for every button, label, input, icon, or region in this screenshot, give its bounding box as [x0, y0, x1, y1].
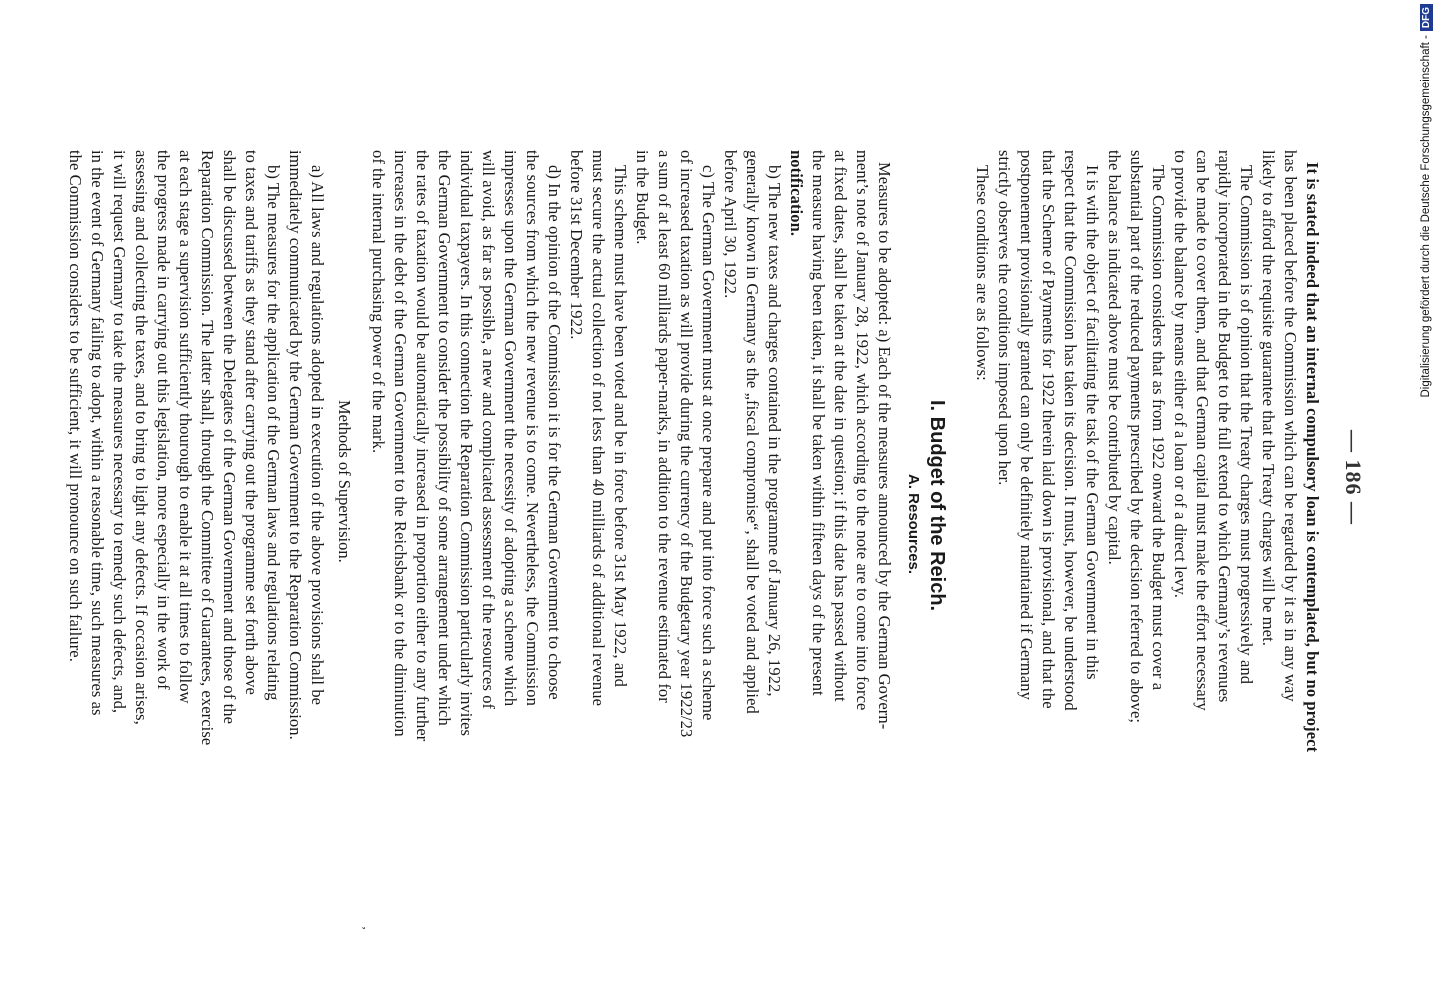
text-line: generally known in Germany as the „fiscal compromise“, shall be voted and applied [743, 150, 762, 714]
text-line: strictly observes the conditions imposed upon her. [995, 150, 1014, 486]
text-line: to provide the balance by means either of a loan or of a direct levy. [1171, 150, 1190, 598]
text-line: shall be discussed between the Delegates of the German Government and those of the [220, 150, 239, 725]
text-line: notification. [787, 150, 806, 237]
text-line: before 31st December 1922. [567, 150, 586, 340]
text-line: at each stage a supervision sufficiently thourough to enable it at all times to follow [176, 150, 195, 704]
text-line: the German Government to consider the possibility of some arrangement under which [435, 150, 454, 726]
text-line: It is stated indeed that an internal compulsory loan is contemplated, but no project [1303, 162, 1322, 753]
text-line: respect that the Commission has taken its decision. It must, however, be understood [1061, 150, 1080, 711]
text-line: of the internal purchasing power of the mark. [369, 150, 388, 454]
text-line: before April 30, 1922. [721, 150, 740, 299]
dfg-logo-icon: DFG [1420, 4, 1433, 31]
text-line: the Commission considers to be sufficient, it will pronounce on such failure. [66, 150, 85, 662]
text-line: These conditions are as follows: [973, 165, 992, 381]
credit-text: Digitalisierung gefördert durch die Deutsche Forschungsgemeinschaft - [1420, 35, 1432, 398]
text-line: must secure the actual collection of not less than 40 milliards of additional revenue [589, 150, 608, 707]
text-line: a sum of at least 60 milliards paper-marks, in addition to the revenue estimated for [655, 150, 674, 703]
text-line: b) The new taxes and charges contained in the programme of January 26, 1922, [765, 165, 784, 697]
text-line: likely to afford the requisite guarantee that the Treaty charges will be met. [1259, 150, 1278, 646]
text-line: substantial part of the reduced payments prescribed by the decision referred to above; [1127, 150, 1146, 724]
page-number: — 186 — [1341, 430, 1366, 525]
text-line: has been placed before the Commission which can be regarded by it as in any way [1281, 150, 1300, 702]
text-line: ment’s note of January 28, 1922, which according to the note are to come into force [853, 150, 872, 711]
text-line: the measure having been taken, it shall be taken within fifteen days of the present [809, 150, 828, 696]
heading-resources: A. Resources. [905, 474, 922, 575]
text-line: the progress made in carrying out this legislation, more especially in the work of [154, 150, 173, 690]
text-line: in the event of Germany failing to adopt, within a reasonable time, such measures as [88, 150, 107, 716]
text-line: of increased taxation as will provide during the currency of the Budgetary year 1922/23 [677, 150, 696, 738]
text-line: the rates of taxation would be automatically increased in proportion either to any further [413, 150, 432, 742]
text-line: d) In the opinion of the Commission it is for the German Government to choose [545, 165, 564, 700]
heading-supervision: Methods of Supervision. [335, 400, 354, 563]
digitization-credit [1415, 4, 1434, 404]
text-line: assessing and collecting the taxes, and to bring to light any defects. If occasion arises, [132, 150, 151, 725]
text-line: increases in the debt of the German Government to the Reichsbank or to the diminution [391, 150, 410, 737]
text-line: will avoid, as far as possible, a new and complicated assessment of the resources of [479, 150, 498, 710]
text-line: that the Scheme of Payments for 1922 therein laid down is provisional, and that the [1039, 150, 1058, 709]
text-line: It is with the object of facilitating the task of the German Government in this [1083, 165, 1102, 680]
text-line: b) The measures for the application of the German laws and regulations relating [264, 165, 283, 701]
text-line: the balance as indicated above must be contributed by capital. [1105, 150, 1124, 565]
text-line: Measures to be adopted: a) Each of the measures announced by the German Govern- [875, 162, 894, 730]
text-line: can be made to cover them, and that German capital must make the effort necessary [1193, 150, 1212, 711]
text-line: The Commission considers that as from 1922 onward the Budget must cover a [1149, 165, 1168, 691]
text-line: rapidly incorporated in the Budget to the full extend to which Germany’s revenues [1215, 150, 1234, 703]
stray-mark: ʼ [354, 926, 368, 930]
text-line: Reparation Commission. The latter shall, through the Committee of Guarantees, exercise [198, 150, 217, 746]
text-line: c) The German Government must at once prepare and put into force such a scheme [699, 165, 718, 721]
text-line: impresses upon the German Government the necessity of adopting a scheme which [501, 150, 520, 707]
text-line: The Commission is of opinion that the Treaty charges must progressively and [1237, 165, 1256, 685]
text-line: in the Budget. [633, 150, 652, 245]
text-line: a) All laws and regulations adopted in execution of the above provisions shall be [308, 165, 327, 706]
heading-budget: I. Budget of the Reich. [926, 400, 948, 612]
text-line: the sources from which the new revenue is to come. Nevertheless, the Commission [523, 150, 542, 706]
text-line: immediately communicated by the German Government to the Reparation Commission. [286, 150, 305, 740]
text-line: individual taxpayers. In this connection the Reparation Commission particularly invites [457, 150, 476, 737]
text-line: This scheme must have been voted and be in force before 31st May 1922, and [611, 165, 630, 687]
text-line: it will request Germany to take the measures necessary to remedy such defects, and, [110, 150, 129, 714]
text-line: at fixed dates, shall be taken at the date in question; if this date has passed without [831, 150, 850, 702]
text-line: to taxes and tariffs as they stand after carrying out the programme set forth above [242, 150, 261, 695]
text-line: postponement provisionally granted can only be definitely maintained if Germany [1017, 150, 1036, 700]
